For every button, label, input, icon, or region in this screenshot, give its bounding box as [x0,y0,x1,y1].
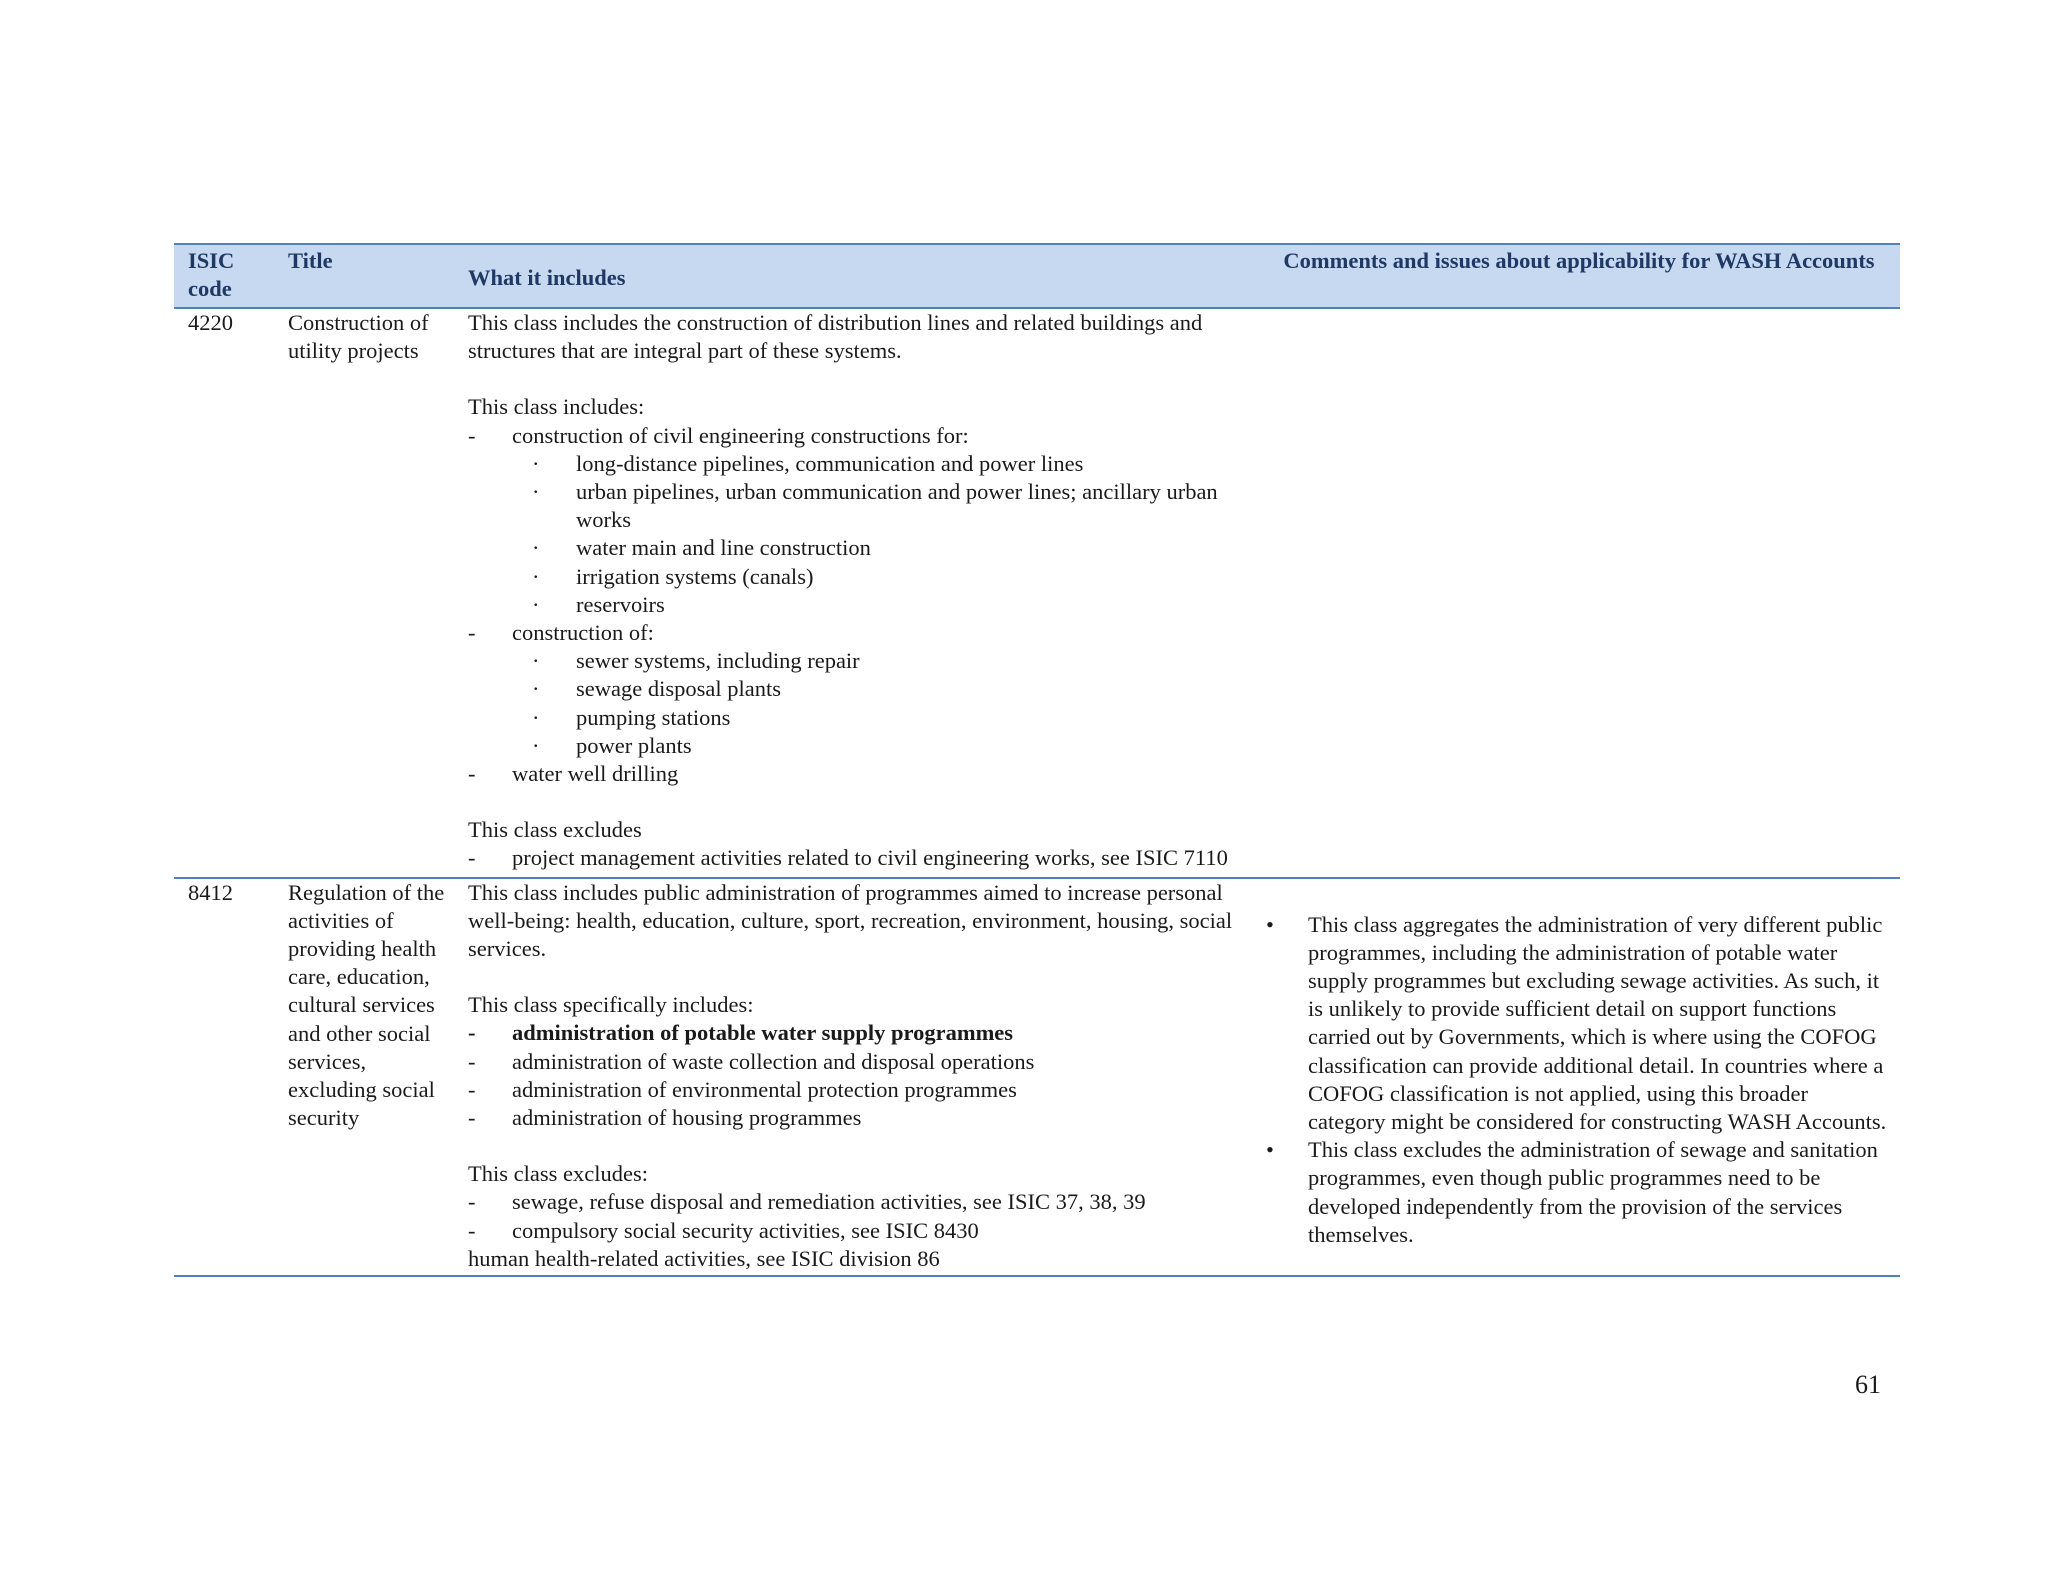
row-comments [1252,308,1900,878]
list-item: - compulsory social security activities, see ISIC 8430 [468,1217,979,1243]
table-row [174,308,1900,878]
excludes-tail: human health-related activities, see ISIC division 86 [468,1245,940,1271]
list-item: - administration of housing programmes [468,1105,862,1131]
list-item: · pumping stations [532,704,731,730]
list-item: · sewer systems, including repair [532,648,860,674]
list-item: · irrigation systems (canals) [532,563,814,589]
row-comments [1252,878,1900,1276]
comment-bullet: • This class excludes the administration of sewage and sanitation programmes, even though public programmes need to be developed independently from the provision of the services themselves. [1266,1137,1878,1247]
row-includes [454,308,1252,878]
list-item: - construction of civil engineering constructions for: [468,422,969,448]
list-item: · long-distance pipelines, communication and power lines [532,450,1084,476]
row-code: 8412 [174,878,274,1276]
list-item: - administration of potable water supply programmes [468,1020,1014,1046]
excludes-heading: This class excludes [468,817,642,843]
list-item: - sewage, refuse disposal and remediation activities, see ISIC 37, 38, 39 [468,1189,1146,1215]
row-includes [454,878,1252,1276]
includes-intro: This class includes the construction of distribution lines and related buildings and structures that are integral part of these systems. [468,310,1203,364]
header-comments: Comments and issues about applicability for WASH Accounts [1252,244,1900,308]
list-item: - project management activities related to civil engineering works, see ISIC 7110 [468,845,1228,871]
header-title: Title [274,244,454,308]
list-item: · urban pipelines, urban communication and power lines; ancillary urban works [532,479,1218,533]
table-row [174,878,1900,1276]
header-isic-code: ISIC code [174,244,274,308]
includes-heading: This class specifically includes: [468,992,754,1018]
row-title: Construction of utility projects [274,308,454,878]
includes-intro: This class includes public administration of programmes aimed to increase personal well-being: health, education, culture, sport, recreation, environment, housing, social services. [468,879,1233,962]
list-item: · sewage disposal plants [532,676,781,702]
list-item: - administration of environmental protection programmes [468,1076,1017,1102]
header-what-it-includes: What it includes [454,244,1252,308]
list-item: - construction of: [468,620,654,646]
comment-bullet: • This class aggregates the administration of very different public programmes, including the administration of potable water supply programmes but excluding sewage activities. As such, it is unlikely to provide sufficient detail on support functions carried out by Governments, which is where using the COFOG classification can provide additional detail. In countries where a COFOG classification is not applied, using this broader category might be considered for constructing WASH Accounts. [1266,911,1887,1135]
page-number: 61 [1855,1370,1881,1399]
row-code: 4220 [174,308,274,878]
list-item: - water well drilling [468,761,679,787]
row-title: Regulation of the activities of providing health care, education, cultural services and other social services, excluding social security [274,878,454,1276]
list-item: · power plants [532,732,692,758]
table-header-row [174,244,1900,308]
list-item: - administration of waste collection and disposal operations [468,1048,1035,1074]
includes-heading: This class includes: [468,394,645,420]
list-item: · reservoirs [532,591,665,617]
list-item: · water main and line construction [532,535,871,561]
excludes-heading: This class excludes: [468,1161,648,1187]
isic-classification-table [174,243,1900,1277]
